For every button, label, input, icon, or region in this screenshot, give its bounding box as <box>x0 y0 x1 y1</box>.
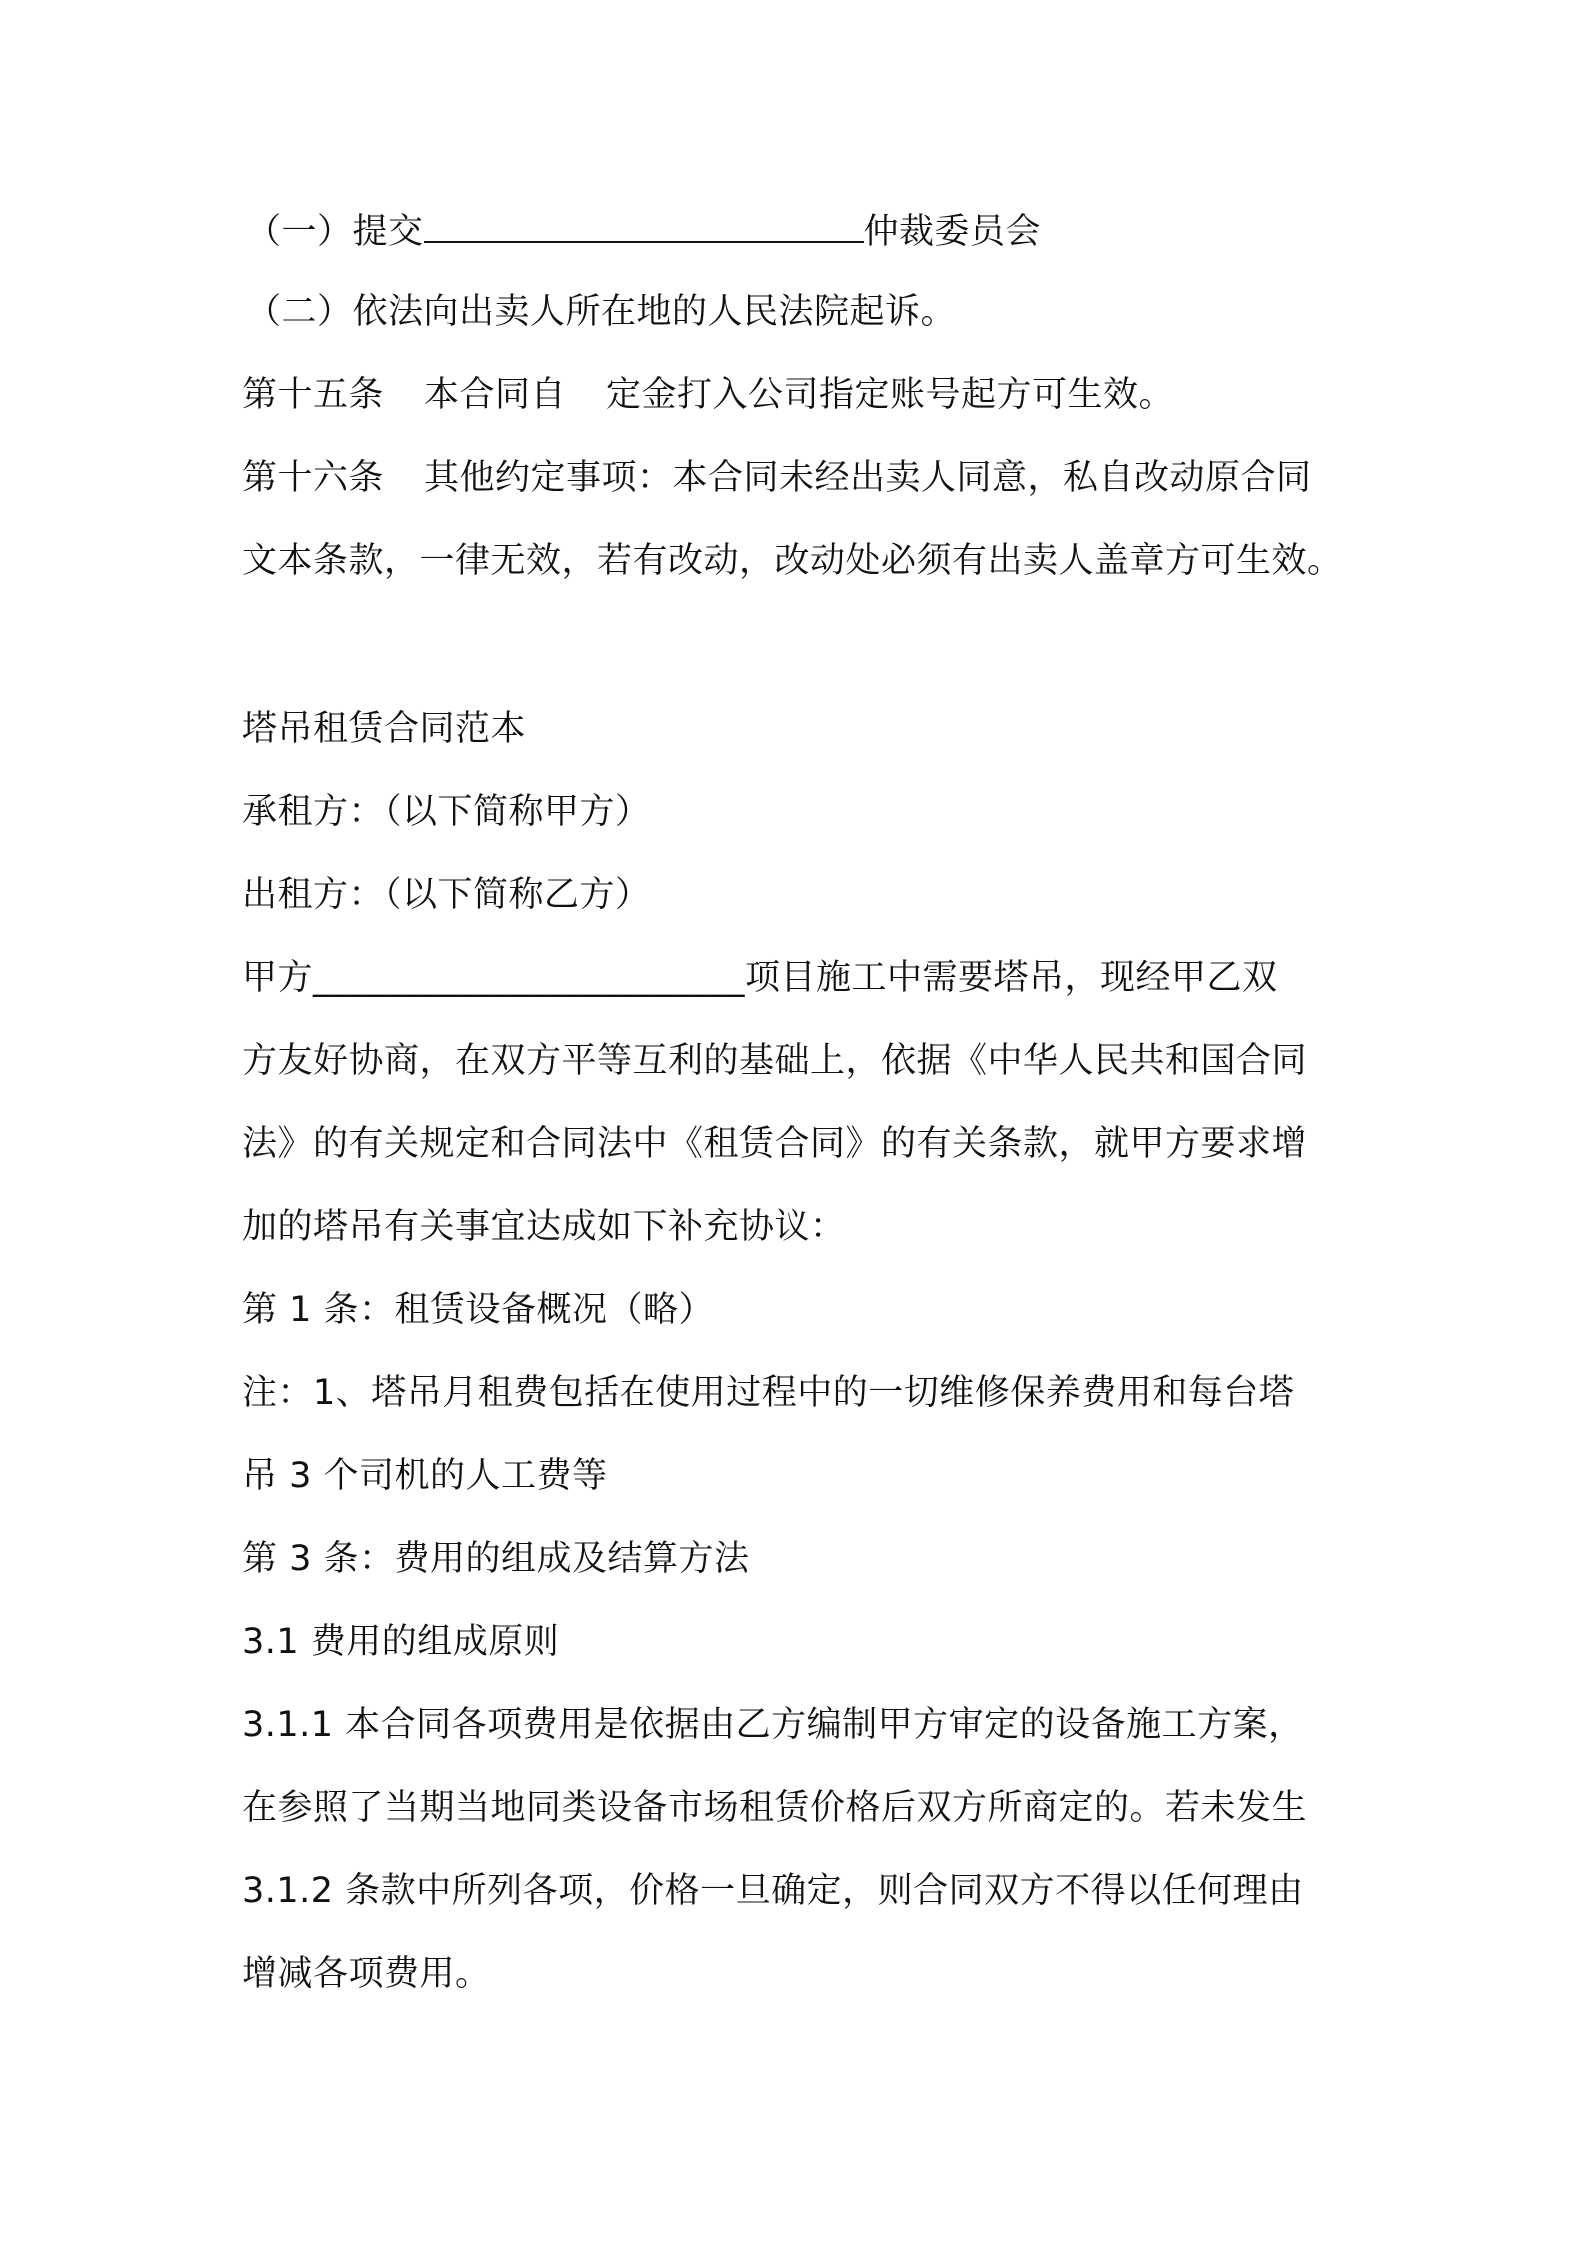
body-text-line: 加的塔吊有关事宜达成如下补充协议： <box>242 1207 846 1247</box>
clause-litigation-line: （二）依法向出卖人所在地的人民法院起诉。 <box>246 292 957 332</box>
clause-arbitration-line <box>246 207 1356 251</box>
body-text-line: 法》的有关规定和合同法中《租赁合同》的有关条款，就甲方要求增 <box>242 1124 1308 1164</box>
section-3-1-1-line: 3.1.1 本合同各项费用是依据由乙方编制甲方审定的设备施工方案， <box>242 1705 1304 1745</box>
body-text-line: 3.1.2 条款中所列各项，价格一旦确定，则合同双方不得以任何理由 <box>242 1871 1304 1911</box>
party-a-label: 甲方 <box>242 958 314 998</box>
lessor-line: 出租方：（以下简称乙方） <box>242 875 651 915</box>
article-16-line <box>242 456 1352 500</box>
lessee-line: 承租方：（以下简称甲方） <box>242 792 651 832</box>
clause-arbitration-prefix: （一）提交 <box>246 212 424 251</box>
article-3-heading: 第 3 条：费用的组成及结算方法 <box>242 1539 750 1579</box>
body-text-line: 增减各项费用。 <box>242 1954 491 1994</box>
party-a-project-text: 项目施工中需要塔吊，现经甲乙双 <box>745 958 1278 998</box>
article-15-text-a: 本合同自 <box>424 375 567 415</box>
blank-arbitration-committee <box>424 207 864 243</box>
article-1-heading: 第 1 条：租赁设备概况（略） <box>242 1290 715 1330</box>
clause-arbitration-suffix: 仲裁委员会 <box>863 212 1042 251</box>
article-15-line <box>242 373 1352 417</box>
body-text-line: 在参照了当期当地同类设备市场租赁价格后双方所商定的。若未发生 <box>242 1788 1308 1828</box>
project-name-blank: ________________________ <box>313 958 746 998</box>
body-text-line: 方友好协商，在双方平等互利的基础上，依据《中华人民共和国合同 <box>242 1041 1308 1081</box>
article-16-text: 其他约定事项：本合同未经出卖人同意，私自改动原合同 <box>424 458 1312 498</box>
party-a-project-line <box>242 956 1352 1000</box>
section-3-1-heading: 3.1 费用的组成原则 <box>242 1622 560 1662</box>
article-16-number: 第十六条 <box>242 458 385 498</box>
article-15-number: 第十五条 <box>242 375 385 415</box>
note-line: 注：1、塔吊月租费包括在使用过程中的一切维修保养费用和每台塔 <box>242 1373 1295 1413</box>
article-16-continuation: 文本条款，一律无效，若有改动，改动处必须有出卖人盖章方可生效。 <box>242 541 1343 581</box>
note-continuation: 吊 3 个司机的人工费等 <box>242 1456 608 1496</box>
article-15-text-b: 定金打入公司指定账号起方可生效。 <box>606 375 1175 415</box>
document-title: 塔吊租赁合同范本 <box>242 709 527 749</box>
